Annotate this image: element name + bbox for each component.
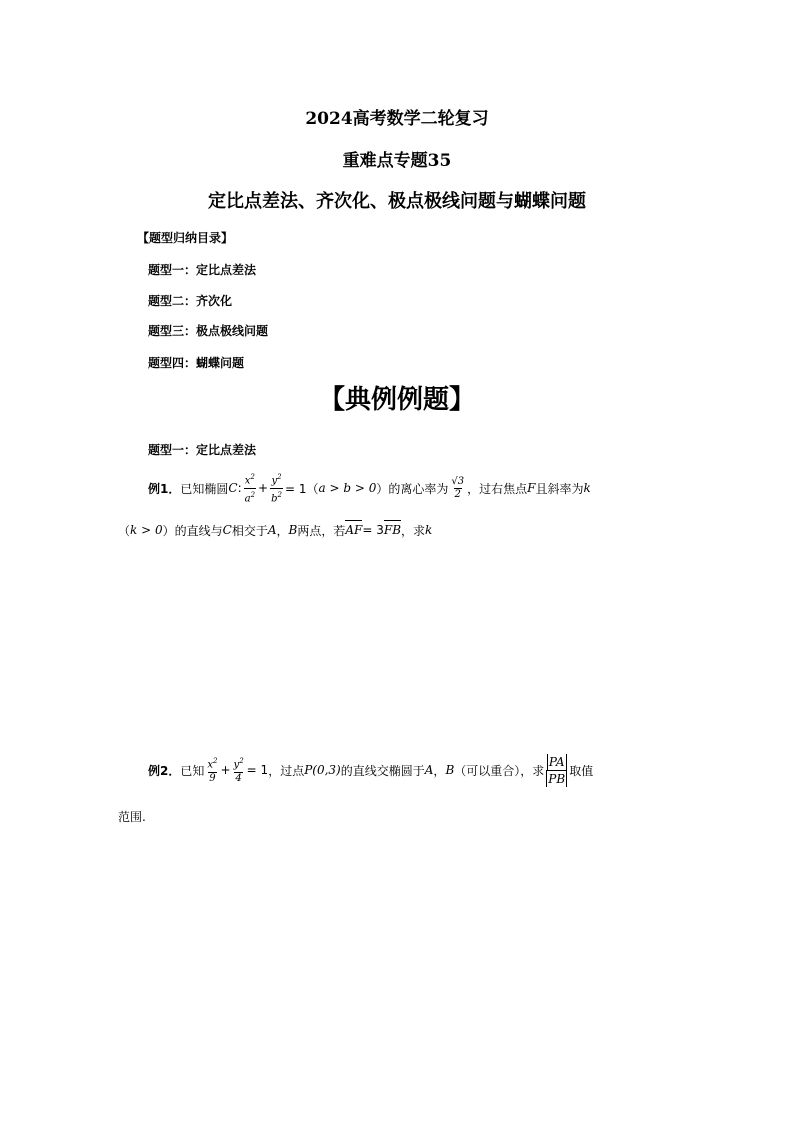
math-var: F <box>527 481 536 495</box>
math-vector: FB <box>383 523 402 537</box>
doc-title-line2: 重难点专题35 <box>342 151 452 171</box>
example1-text: （ <box>118 523 131 538</box>
example2-text: （可以重合），求 <box>454 763 545 778</box>
fraction-y2-4: $\frac{y^2}{4}$ <box>233 757 244 784</box>
toc-item-1: 题型一：定比点差法 <box>148 263 257 277</box>
math-number: 4 <box>235 772 242 784</box>
math-symbol: + <box>220 763 231 777</box>
example1-text: 已知椭圆 <box>180 481 229 496</box>
math-symbol: = 1 <box>246 763 269 777</box>
math-symbol: + <box>258 481 269 495</box>
toc-item-2: 题型二：齐次化 <box>148 294 233 308</box>
fraction-x2-a2: $\frac{x^2}{a^2}$ <box>244 473 256 504</box>
math-var: A <box>267 523 277 537</box>
fraction-x2-9: $\frac{x^2}{9}$ <box>207 757 218 784</box>
math-var: x <box>207 759 214 771</box>
example1-text: ，过右焦点 <box>467 481 528 496</box>
example2-line1 <box>148 750 593 790</box>
fraction-y2-b2: $\frac{y^2}{b^2}$ <box>271 473 282 504</box>
math-point: P(0,3) <box>304 763 341 777</box>
math-condition: k > 0 <box>130 523 163 537</box>
math-var: B <box>288 523 298 537</box>
example2-text: ，过点 <box>268 763 305 778</box>
example2-text: 取值 <box>569 763 594 778</box>
example1-line2 <box>118 520 432 540</box>
example2-label: 例2． <box>148 763 181 778</box>
example1-text: 相交于 <box>231 523 268 538</box>
math-var: y <box>271 475 278 487</box>
toc-item-3: 题型三：极点极线问题 <box>148 324 269 338</box>
math-symbol: = 3 <box>362 523 384 537</box>
type1-heading: 题型一：定比点差法 <box>148 443 257 457</box>
math-var: x <box>244 475 251 487</box>
math-abs: PA <box>548 754 565 769</box>
math-var: C <box>228 481 238 495</box>
example1-label: 例1． <box>148 481 181 496</box>
math-symbol: = 1（ <box>284 481 319 496</box>
example1-text: ）的直线与 <box>162 523 223 538</box>
math-abs: PB <box>548 771 566 786</box>
math-var: C <box>222 523 232 537</box>
example1-text: ）的离心率为 <box>376 481 449 496</box>
toc-item-4: 题型四：蝴蝶问题 <box>148 356 245 370</box>
math-vector: AF <box>345 523 363 537</box>
math-var: A <box>424 763 434 777</box>
section-heading: 【典例例题】 <box>318 385 475 415</box>
example1-text: 且斜率为 <box>535 481 584 496</box>
example2-text: 范围. <box>118 809 146 824</box>
math-var: k <box>425 523 433 537</box>
example1-text: ，求 <box>401 523 426 538</box>
math-number: 2 <box>454 488 461 500</box>
math-var: b <box>271 492 278 504</box>
fraction-sqrt3-2 <box>450 476 465 501</box>
doc-title-line1: 2024高考数学二轮复习 <box>305 109 489 129</box>
fraction-pa-pb <box>546 754 567 787</box>
example2-text: ， <box>433 763 446 778</box>
example1-line1 <box>148 470 591 506</box>
example2-text: 已知 <box>180 763 205 778</box>
example2-text: 的直线交椭圆于 <box>340 763 425 778</box>
math-var: y <box>233 759 240 771</box>
example2-line2 <box>118 806 146 826</box>
math-var: k <box>583 481 591 495</box>
math-symbol: : <box>237 481 242 495</box>
math-sqrt: √3 <box>451 475 465 487</box>
example1-text: ， <box>276 523 289 538</box>
example1-text: 两点，若 <box>297 523 346 538</box>
math-condition: a > b > 0 <box>318 481 377 495</box>
doc-title-line3: 定比点差法、齐次化、极点极线问题与蝴蝶问题 <box>208 191 586 212</box>
toc-heading: 【题型归纳目录】 <box>137 231 234 245</box>
math-var: a <box>244 492 251 504</box>
math-number: 9 <box>209 772 216 784</box>
math-var: B <box>445 763 455 777</box>
